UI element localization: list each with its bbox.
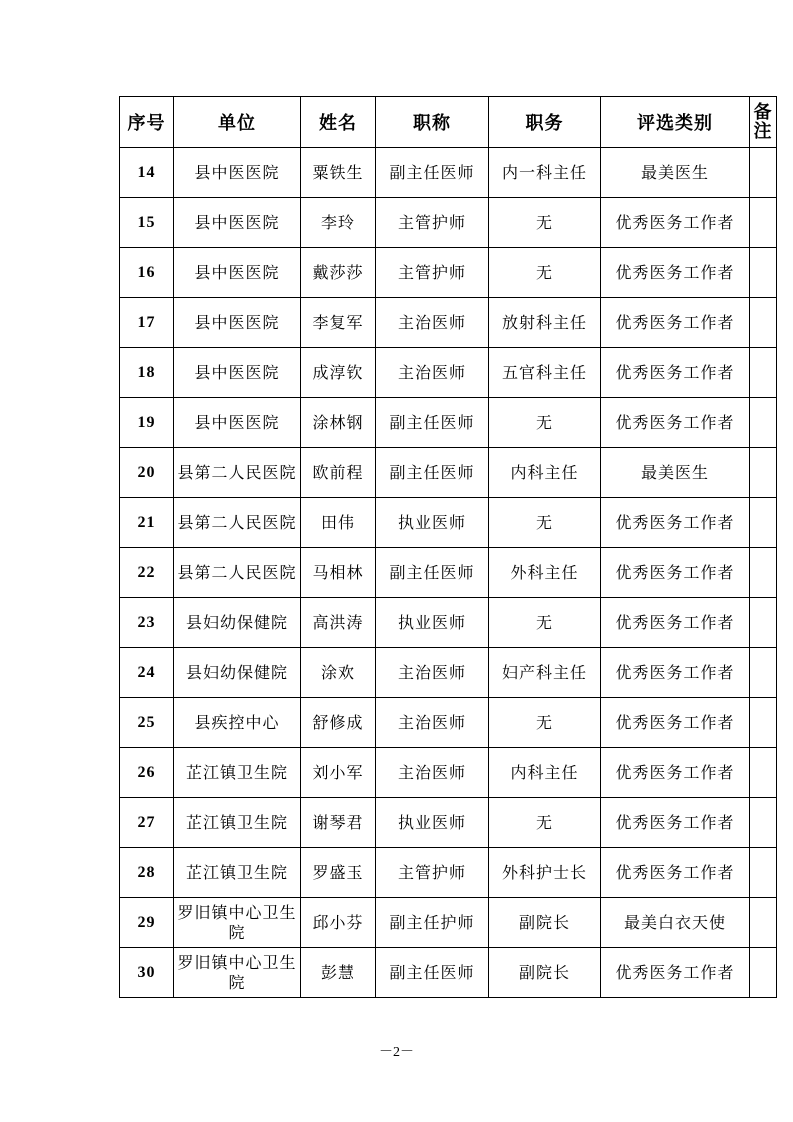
cell-index: 24 [120, 648, 174, 698]
cell-category: 优秀医务工作者 [601, 648, 750, 698]
cell-name: 彭慧 [301, 948, 376, 998]
table-body [120, 148, 777, 998]
cell-post: 五官科主任 [489, 348, 601, 398]
cell-title: 副主任医师 [376, 948, 489, 998]
cell-note [750, 148, 777, 198]
cell-index: 28 [120, 848, 174, 898]
cell-title: 执业医师 [376, 498, 489, 548]
cell-name: 欧前程 [301, 448, 376, 498]
cell-index: 18 [120, 348, 174, 398]
cell-title: 执业医师 [376, 598, 489, 648]
cell-post: 外科护士长 [489, 848, 601, 898]
cell-note [750, 698, 777, 748]
header-title: 职称 [376, 97, 489, 148]
cell-unit: 县中医医院 [174, 348, 301, 398]
cell-category: 优秀医务工作者 [601, 848, 750, 898]
cell-name: 李复军 [301, 298, 376, 348]
cell-post: 无 [489, 398, 601, 448]
cell-note [750, 298, 777, 348]
cell-category: 优秀医务工作者 [601, 698, 750, 748]
cell-title: 主治医师 [376, 648, 489, 698]
cell-post: 内科主任 [489, 748, 601, 798]
cell-index: 19 [120, 398, 174, 448]
table-row [120, 548, 777, 598]
cell-post: 无 [489, 248, 601, 298]
cell-post: 外科主任 [489, 548, 601, 598]
cell-title: 主管护师 [376, 248, 489, 298]
cell-index: 17 [120, 298, 174, 348]
cell-name: 马相林 [301, 548, 376, 598]
cell-note [750, 198, 777, 248]
cell-index: 30 [120, 948, 174, 998]
cell-unit: 县第二人民医院 [174, 548, 301, 598]
table-row [120, 748, 777, 798]
table-row [120, 948, 777, 998]
cell-note [750, 848, 777, 898]
cell-title: 主治医师 [376, 748, 489, 798]
cell-index: 29 [120, 898, 174, 948]
cell-name: 李玲 [301, 198, 376, 248]
cell-index: 20 [120, 448, 174, 498]
cell-unit: 县妇幼保健院 [174, 598, 301, 648]
table-row [120, 898, 777, 948]
table-row [120, 298, 777, 348]
cell-name: 粟铁生 [301, 148, 376, 198]
cell-note [750, 898, 777, 948]
cell-category: 优秀医务工作者 [601, 948, 750, 998]
cell-unit: 芷江镇卫生院 [174, 748, 301, 798]
table-row [120, 698, 777, 748]
cell-index: 23 [120, 598, 174, 648]
cell-title: 主管护师 [376, 848, 489, 898]
header-post: 职务 [489, 97, 601, 148]
cell-note [750, 798, 777, 848]
cell-note [750, 348, 777, 398]
cell-note [750, 498, 777, 548]
cell-unit: 罗旧镇中心卫生院 [174, 898, 301, 948]
cell-name: 邱小芬 [301, 898, 376, 948]
cell-unit: 县中医医院 [174, 298, 301, 348]
header-unit: 单位 [174, 97, 301, 148]
cell-name: 高洪涛 [301, 598, 376, 648]
cell-note [750, 248, 777, 298]
cell-post: 无 [489, 698, 601, 748]
cell-post: 无 [489, 598, 601, 648]
table-row [120, 198, 777, 248]
cell-unit: 县中医医院 [174, 398, 301, 448]
cell-index: 25 [120, 698, 174, 748]
cell-name: 戴莎莎 [301, 248, 376, 298]
cell-title: 副主任医师 [376, 398, 489, 448]
cell-unit: 县疾控中心 [174, 698, 301, 748]
cell-post: 内一科主任 [489, 148, 601, 198]
cell-unit: 罗旧镇中心卫生院 [174, 948, 301, 998]
cell-note [750, 448, 777, 498]
table-row [120, 348, 777, 398]
cell-category: 最美医生 [601, 448, 750, 498]
cell-name: 谢琴君 [301, 798, 376, 848]
cell-post: 妇产科主任 [489, 648, 601, 698]
table-row [120, 798, 777, 848]
cell-category: 优秀医务工作者 [601, 198, 750, 248]
table-header-row [120, 97, 777, 148]
cell-note [750, 648, 777, 698]
header-category: 评选类别 [601, 97, 750, 148]
roster-table [119, 96, 777, 998]
table-row [120, 398, 777, 448]
cell-category: 优秀医务工作者 [601, 748, 750, 798]
cell-name: 舒修成 [301, 698, 376, 748]
cell-note [750, 948, 777, 998]
cell-post: 内科主任 [489, 448, 601, 498]
cell-unit: 县第二人民医院 [174, 448, 301, 498]
cell-category: 优秀医务工作者 [601, 798, 750, 848]
table-row [120, 598, 777, 648]
cell-index: 21 [120, 498, 174, 548]
cell-note [750, 598, 777, 648]
header-note: 备注 [750, 97, 777, 148]
cell-category: 优秀医务工作者 [601, 598, 750, 648]
cell-index: 14 [120, 148, 174, 198]
cell-unit: 县中医医院 [174, 248, 301, 298]
header-name: 姓名 [301, 97, 376, 148]
cell-post: 无 [489, 498, 601, 548]
cell-name: 罗盛玉 [301, 848, 376, 898]
cell-title: 主管护师 [376, 198, 489, 248]
cell-title: 副主任护师 [376, 898, 489, 948]
cell-title: 主治医师 [376, 298, 489, 348]
cell-note [750, 548, 777, 598]
cell-note [750, 748, 777, 798]
cell-unit: 县妇幼保健院 [174, 648, 301, 698]
cell-index: 15 [120, 198, 174, 248]
cell-unit: 县第二人民医院 [174, 498, 301, 548]
header-index: 序号 [120, 97, 174, 148]
cell-name: 刘小军 [301, 748, 376, 798]
cell-category: 最美白衣天使 [601, 898, 750, 948]
cell-title: 主治医师 [376, 348, 489, 398]
cell-title: 主治医师 [376, 698, 489, 748]
table-row [120, 498, 777, 548]
cell-category: 优秀医务工作者 [601, 248, 750, 298]
cell-category: 优秀医务工作者 [601, 348, 750, 398]
cell-unit: 芷江镇卫生院 [174, 798, 301, 848]
cell-title: 执业医师 [376, 798, 489, 848]
cell-name: 涂林钢 [301, 398, 376, 448]
cell-category: 优秀医务工作者 [601, 498, 750, 548]
cell-unit: 县中医医院 [174, 198, 301, 248]
cell-category: 优秀医务工作者 [601, 298, 750, 348]
cell-post: 副院长 [489, 898, 601, 948]
cell-post: 副院长 [489, 948, 601, 998]
cell-title: 副主任医师 [376, 548, 489, 598]
table-row [120, 248, 777, 298]
cell-note [750, 398, 777, 448]
cell-post: 无 [489, 198, 601, 248]
table-row [120, 648, 777, 698]
cell-category: 优秀医务工作者 [601, 398, 750, 448]
cell-name: 成淳钦 [301, 348, 376, 398]
cell-post: 无 [489, 798, 601, 848]
cell-index: 16 [120, 248, 174, 298]
table-row [120, 848, 777, 898]
table-row [120, 148, 777, 198]
page-number: －2－ [379, 1045, 414, 1060]
cell-name: 涂欢 [301, 648, 376, 698]
cell-title: 副主任医师 [376, 448, 489, 498]
cell-title: 副主任医师 [376, 148, 489, 198]
table-row [120, 448, 777, 498]
cell-unit: 县中医医院 [174, 148, 301, 198]
cell-unit: 芷江镇卫生院 [174, 848, 301, 898]
cell-name: 田伟 [301, 498, 376, 548]
cell-index: 22 [120, 548, 174, 598]
cell-post: 放射科主任 [489, 298, 601, 348]
cell-index: 26 [120, 748, 174, 798]
cell-category: 优秀医务工作者 [601, 548, 750, 598]
cell-category: 最美医生 [601, 148, 750, 198]
cell-index: 27 [120, 798, 174, 848]
